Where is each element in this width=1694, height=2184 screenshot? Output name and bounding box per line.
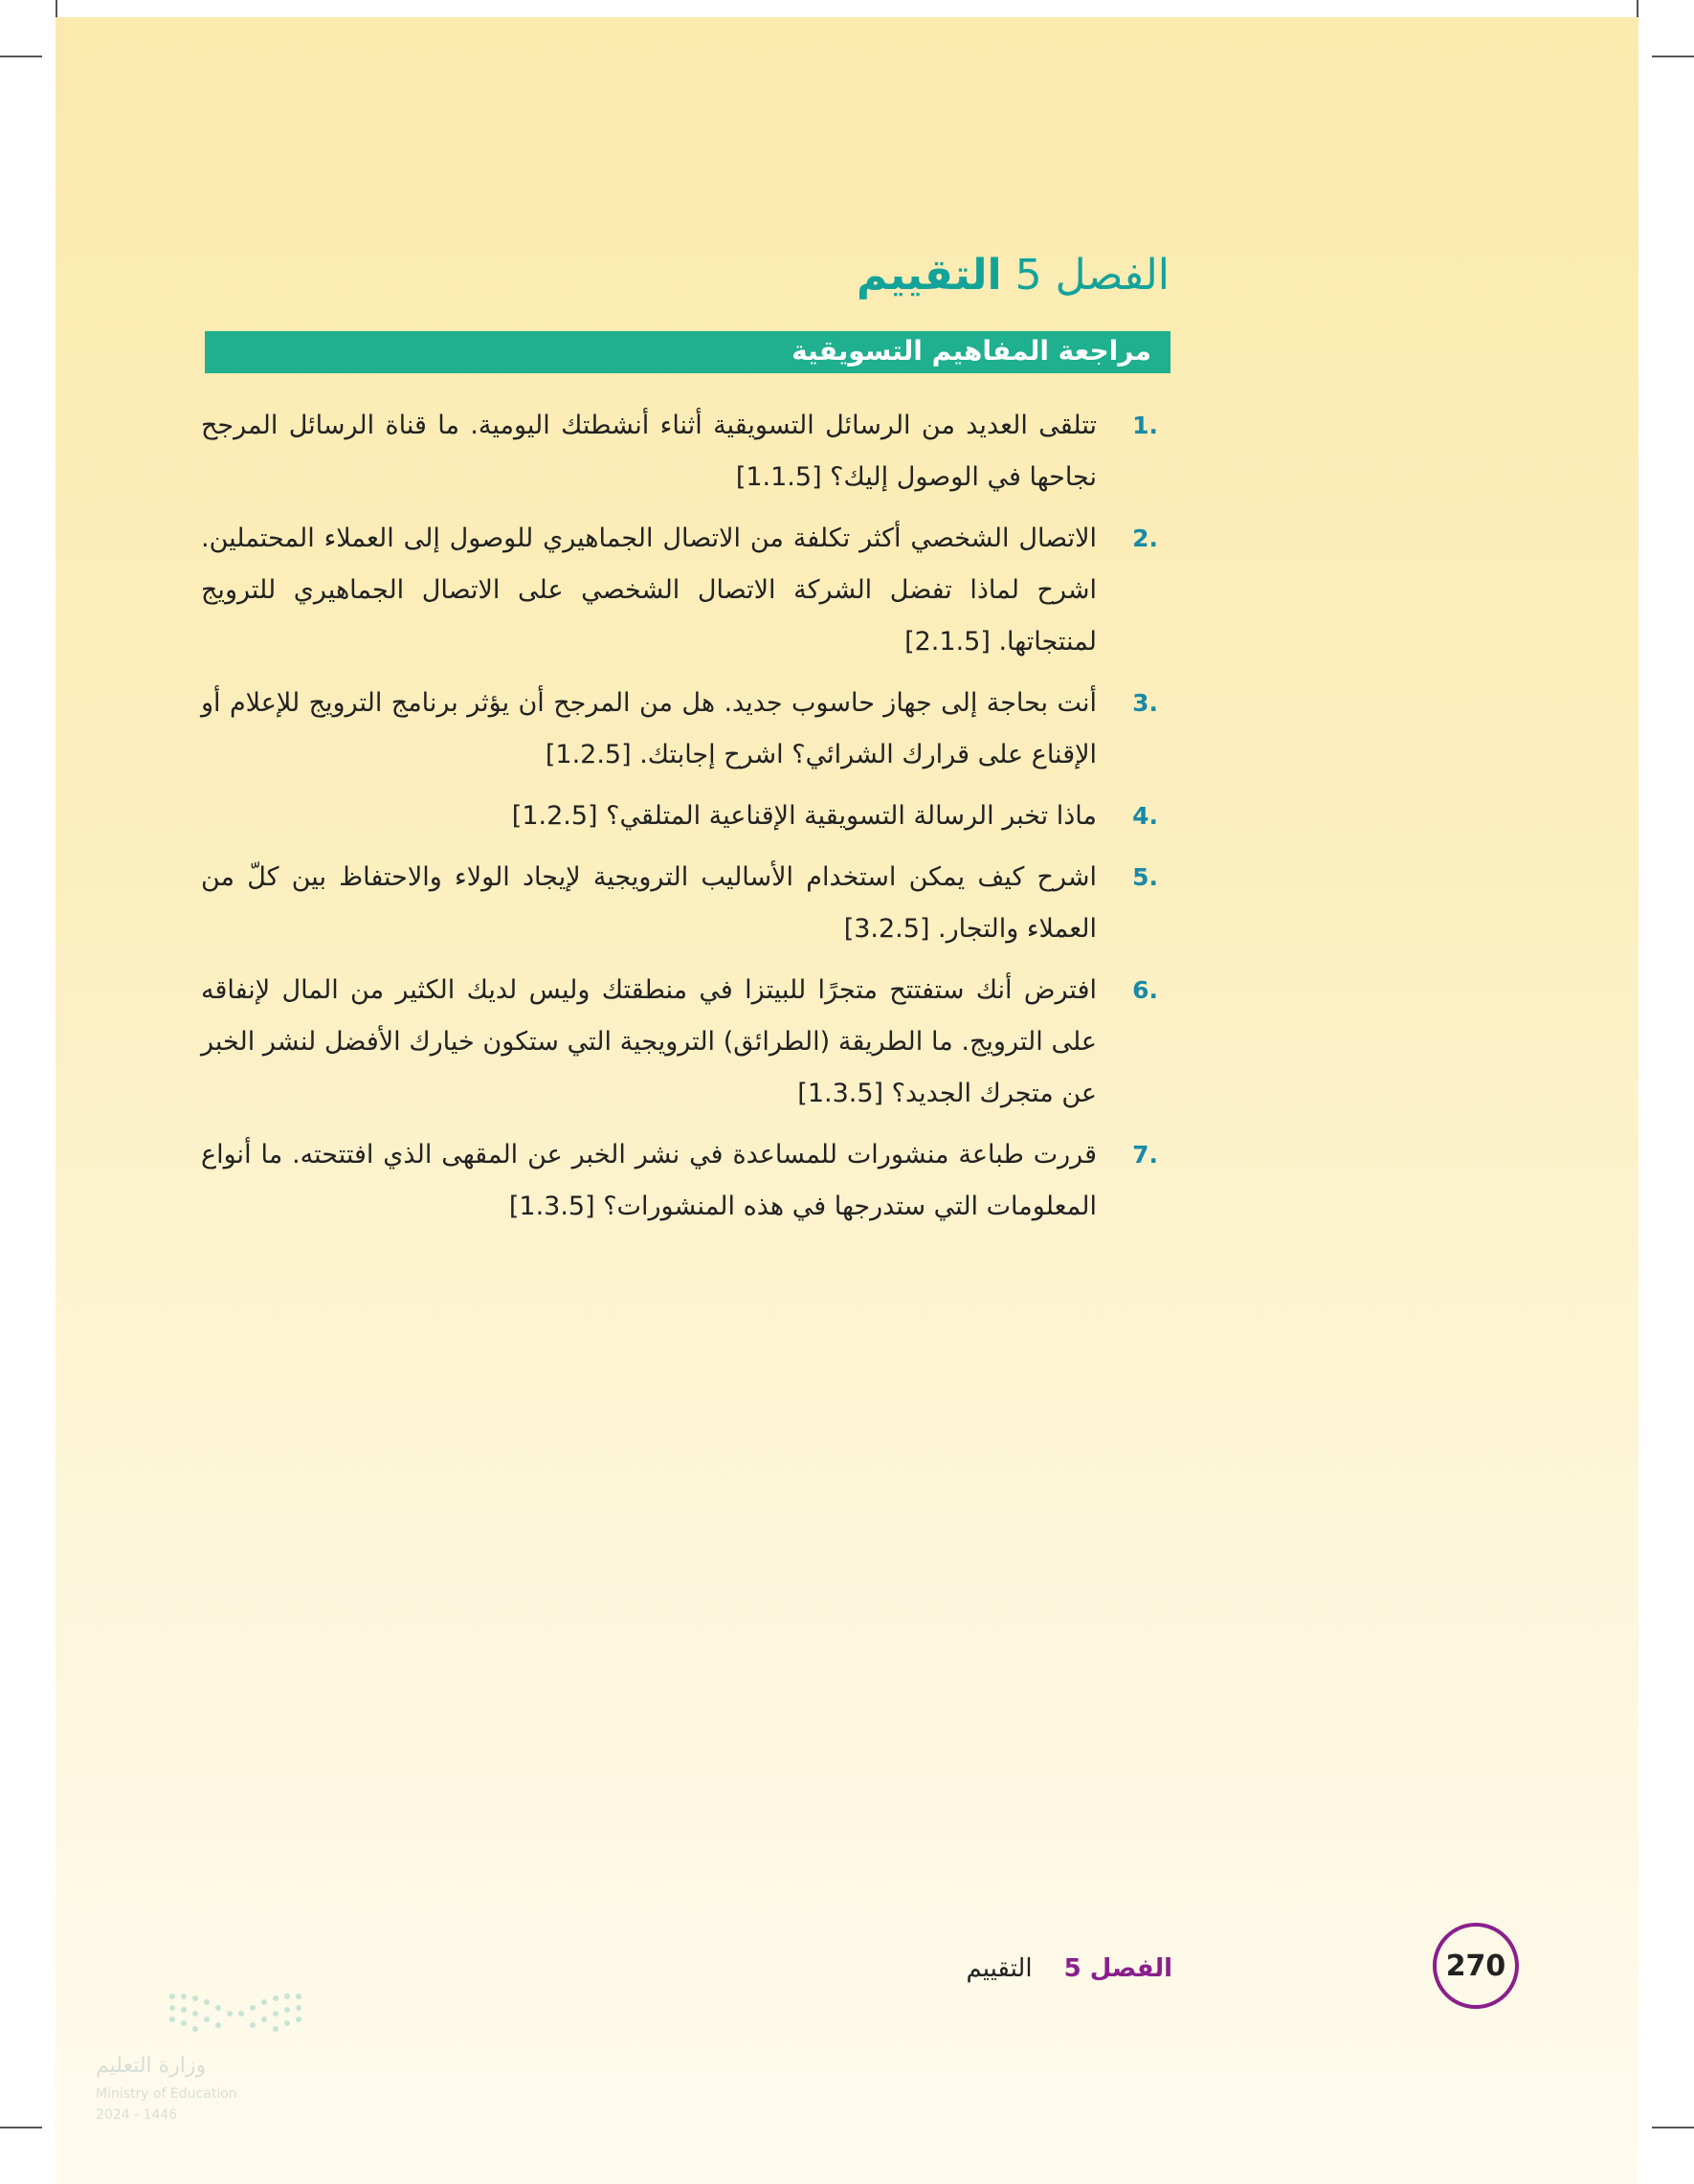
question-number: .1 xyxy=(1132,412,1158,439)
question-number: .2 xyxy=(1132,524,1158,552)
section-band xyxy=(205,331,1170,373)
footer-title: التقييم xyxy=(966,1954,1033,1983)
page-number: 270 xyxy=(1433,1923,1519,2009)
question-text: اشرح كيف يمكن استخدام الأساليب الترويجية لإيجاد الولاء والاحتفاظ بين كلّ من العملاء والتجار. [3.2.5] xyxy=(201,862,1097,944)
question-item xyxy=(201,1129,1158,1233)
question-number: .6 xyxy=(1132,976,1158,1004)
question-number: .5 xyxy=(1132,863,1158,891)
question-item xyxy=(201,852,1158,955)
chapter-prefix: الفصل 5 xyxy=(1014,251,1170,300)
question-number: .3 xyxy=(1132,689,1158,717)
questions-list xyxy=(201,400,1158,1242)
logo-name: وزارة التعليم xyxy=(96,2054,207,2078)
question-number: .4 xyxy=(1132,802,1158,830)
question-item xyxy=(201,513,1158,668)
chapter-title: التقييم xyxy=(856,251,1002,300)
question-item xyxy=(201,400,1158,503)
question-item xyxy=(201,791,1158,842)
logo-year: 2024 - 1446 xyxy=(96,2107,178,2123)
logo-english: Ministry of Education xyxy=(96,2086,237,2102)
question-number: .7 xyxy=(1132,1141,1158,1169)
section-title: مراجعة المفاهيم التسويقية xyxy=(791,335,1151,367)
question-text: قررت طباعة منشورات للمساعدة في نشر الخبر عن المقهى الذي افتتحته. ما أنواع المعلومات التي ستدرجها في هذه المنشورات؟ [1.3.5] xyxy=(201,1140,1097,1221)
question-text: تتلقى العديد من الرسائل التسويقية أثناء أنشطتك اليومية. ما قناة الرسائل المرجح نجاحها في الوصول إليك؟ [1.1.5] xyxy=(201,411,1097,492)
question-text: ماذا تخبر الرسالة التسويقية الإقناعية المتلقي؟ [1.2.5] xyxy=(511,801,1097,831)
question-text: أنت بحاجة إلى جهاز حاسوب جديد. هل من المرجح أن يؤثر برنامج الترويج للإعلام أو الإقناع على قرارك الشرائي؟ اشرح إجابتك. [1.2.5] xyxy=(201,688,1097,769)
chapter-heading xyxy=(857,251,1170,300)
question-item xyxy=(201,965,1158,1120)
footer-running-title xyxy=(966,1954,1172,1983)
question-text: افترض أنك ستفتتح متجرًا للبيتزا في منطقتك وليس لديك الكثير من المال لإنفاقه على الترويج. ما الطريقة (الطرائق) الترويجية التي ستكون خيارك الأفضل لنشر الخبر عن متجرك الجديد؟ [1.3.5] xyxy=(201,975,1097,1108)
ministry-logo xyxy=(96,1989,325,2132)
footer-chapter: الفصل 5 xyxy=(1063,1954,1172,1983)
logo-dots-icon xyxy=(163,1989,316,2046)
question-text: الاتصال الشخصي أكثر تكلفة من الاتصال الجماهيري للوصول إلى العملاء المحتملين. اشرح لماذا تفضل الشركة الاتصال الشخصي على الاتصال الجماهيري للترويج لمنتجاتها. [2.1.5] xyxy=(201,524,1097,657)
question-item xyxy=(201,678,1158,781)
